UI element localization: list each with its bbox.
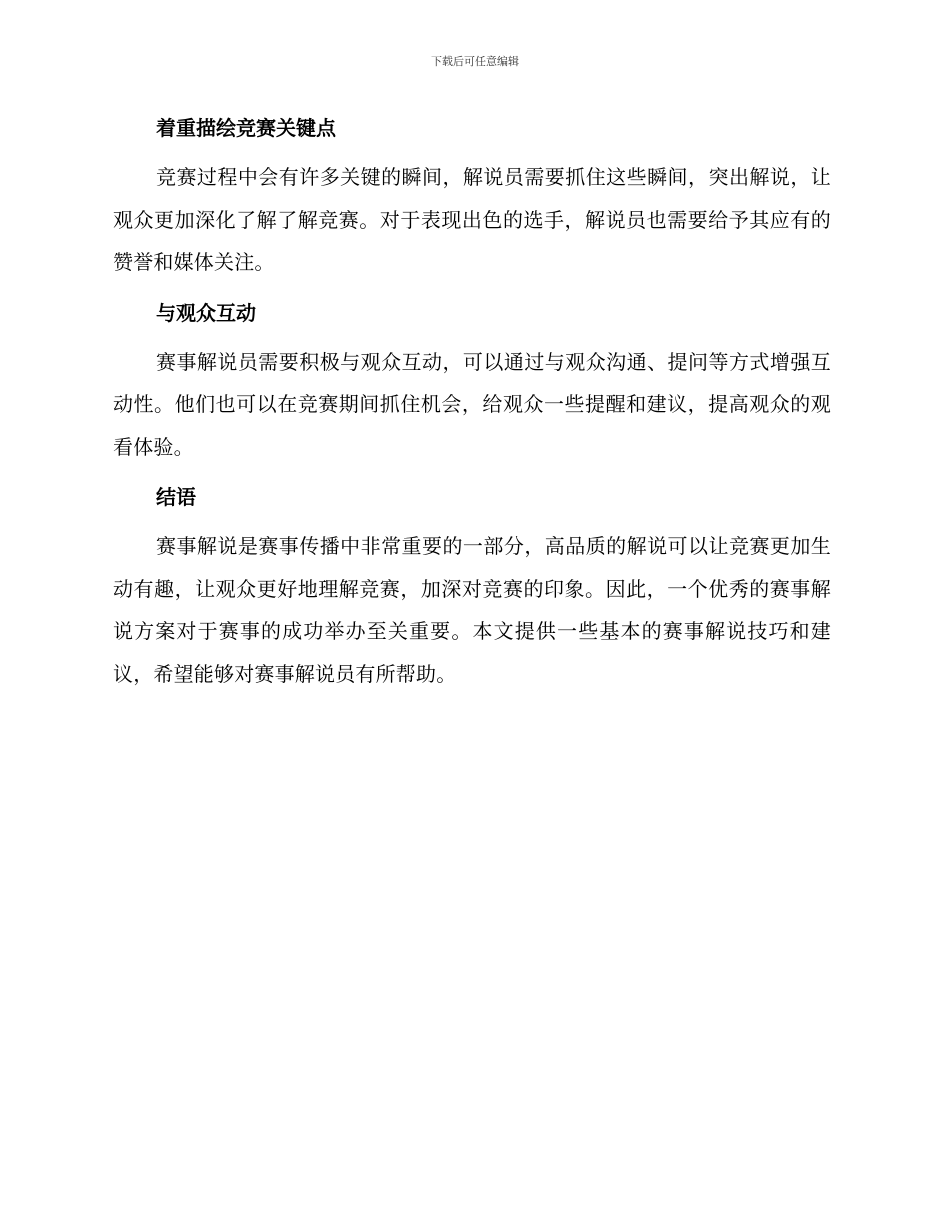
section-heading: 着重描绘竞赛关键点 <box>156 116 336 140</box>
header-note: 下载后可任意编辑 <box>431 55 519 68</box>
section-key-moments <box>113 108 831 284</box>
section-heading: 结语 <box>156 485 196 509</box>
section-paragraph: 赛事解说是赛事传播中非常重要的一部分，高品质的解说可以让竞赛更加生动有趣，让观众更好地理解竞赛，加深对竞赛的印象。因此，一个优秀的赛事解说方案对于赛事的成功举办至关重要。本文提供一些基本的赛事解说技巧和建议，希望能够对赛事解说员有所帮助。 <box>113 534 831 686</box>
section-paragraph: 竞赛过程中会有许多关键的瞬间，解说员需要抓住这些瞬间，突出解说，让观众更加深化了解了解竞赛。对于表现出色的选手，解说员也需要给予其应有的赞誉和媒体关注。 <box>113 165 831 274</box>
section-audience-interaction <box>113 293 831 469</box>
section-heading: 与观众互动 <box>156 300 256 325</box>
section-paragraph: 赛事解说员需要积极与观众互动，可以通过与观众沟通、提问等方式增强互动性。他们也可以在竞赛期间抓住机会，给观众一些提醒和建议，提高观众的观看体验。 <box>113 349 831 459</box>
document-body <box>113 108 831 695</box>
section-conclusion <box>113 477 831 695</box>
